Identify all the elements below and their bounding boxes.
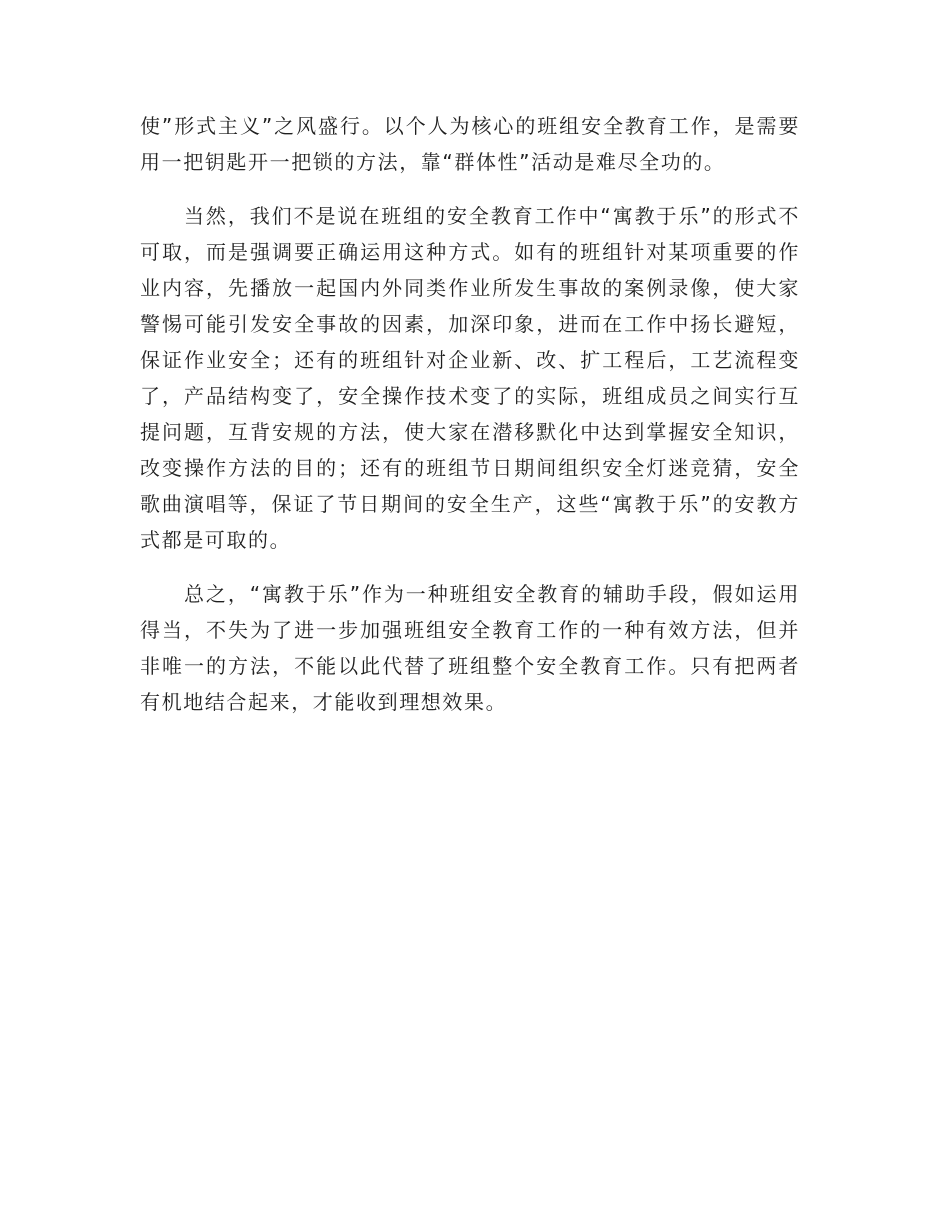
document-body xyxy=(140,108,800,738)
paragraph-2: 当然，我们不是说在班组的安全教育工作中“寓教于乐”的形式不可取，而是强调要正确运用这种方式。如有的班组针对某项重要的作业内容，先播放一起国内外同类作业所发生事故的案例录像，使大家警惕可能引发安全事故的因素，加深印象，进而在工作中扬长避短，保证作业安全；还有的班组针对企业新、改、扩工程后，工艺流程变了，产品结构变了，安全操作技术变了的实际，班组成员之间实行互提问题，互背安规的方法，使大家在潜移默化中达到掌握安全知识，改变操作方法的目的；还有的班组节日期间组织安全灯迷竞猜，安全歌曲演唱等，保证了节日期间的安全生产，这些“寓教于乐”的安教方式都是可取的。 xyxy=(140,204,800,552)
paragraph-3: 总之，“寓教于乐”作为一种班组安全教育的辅助手段，假如运用得当，不失为了进一步加强班组安全教育工作的一种有效方法，但并非唯一的方法，不能以此代替了班组整个安全教育工作。只有把两者有机地结合起来，才能收到理想效果。 xyxy=(140,582,800,714)
paragraph-1: 使”形式主义”之风盛行。以个人为核心的班组安全教育工作，是需要用一把钥匙开一把锁的方法，靠“群体性”活动是难尽全功的。 xyxy=(140,114,800,174)
